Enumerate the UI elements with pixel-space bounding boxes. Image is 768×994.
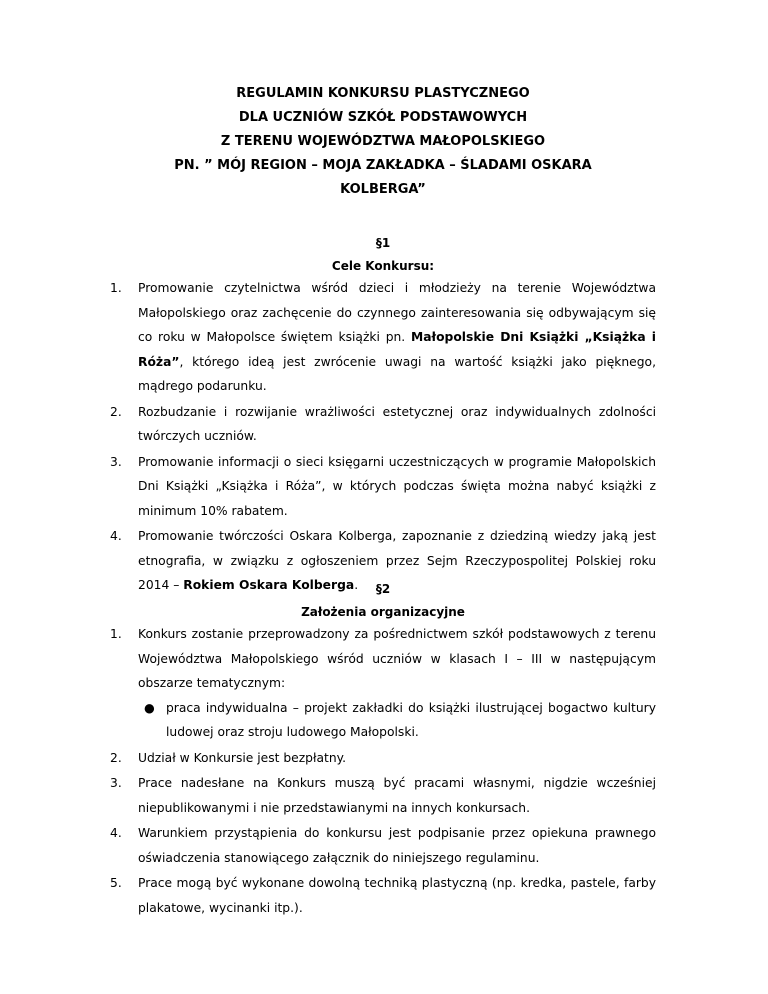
- list-item: [110, 771, 656, 820]
- list-item: [110, 746, 656, 771]
- title-line-1: REGULAMIN KONKURSU PLASTYCZNEGO: [236, 86, 530, 101]
- bullet-item: [110, 696, 656, 745]
- list-item: [110, 821, 656, 870]
- list-item: [110, 400, 656, 449]
- item-text: Promowanie informacji o sieci księgarni uczestniczących w programie Małopolskich Dni Książki „Książka i Róża”, w których podczas święta można nabyć książki z minimum 10% rabatem.: [138, 454, 656, 518]
- title-line-3: Z TERENU WOJEWÓDZTWA MAŁOPOLSKIEGO: [220, 134, 546, 149]
- item-text: Prace mogą być wykonane dowolną techniką plastyczną (np. kredka, pastele, farby plakatowe, wycinanki itp.).: [138, 876, 656, 915]
- title-line-2: DLA UCZNIÓW SZKÓŁ PODSTAWOWYCH: [238, 110, 528, 125]
- item-number: 2.: [110, 750, 122, 765]
- list-item: [110, 276, 656, 399]
- item-bold-text: Małopolskie Dni Książki „Książka i Róża”: [138, 330, 656, 369]
- bullet-text: praca indywidualna – projekt zakładki do książki ilustrującej bogactwo kultury ludowej oraz stroju ludowego Małopolski.: [166, 700, 656, 739]
- list-item: [110, 871, 656, 920]
- item-text: Promowanie twórczości Oskara Kolberga, zapoznanie z dziedziną wiedzy jaką jest etnografia, w związku z ogłoszeniem przez Sejm Rzeczypospolitej Polskiej roku 2014 –: [138, 529, 656, 592]
- item-number: 1.: [110, 281, 122, 295]
- item-text: Promowanie czytelnictwa wśród dzieci i młodzieży na terenie Województwa Małopolskiego oraz zachęcenie do czynnego zainteresowania się odbywającym się co roku w Małopolsce świętem książki pn.: [138, 281, 656, 344]
- section-2-heading: Założenia organizacyjne: [301, 605, 465, 619]
- section-2-list: [110, 622, 656, 920]
- item-text: Konkurs zostanie przeprowadzony za pośrednictwem szkół podstawowych z terenu Województwa Małopolskiego wśród uczniów w klasach I – III w następującym obszarze tematycznym:: [138, 627, 656, 690]
- item-number: 2.: [110, 404, 122, 419]
- item-number: 3.: [110, 454, 122, 469]
- item-text: Prace nadesłane na Konkurs muszą być pracami własnymi, nigdzie wcześniej niepublikowanymi i nie przedstawianymi na innych konkursach.: [138, 776, 656, 815]
- item-number: 5.: [110, 876, 122, 890]
- section-1-heading: Cele Konkursu:: [331, 259, 435, 273]
- item-number: 4.: [110, 826, 122, 840]
- item-number: 1.: [110, 627, 122, 641]
- section-2-number: §2: [375, 582, 391, 596]
- bullet-icon: ●: [144, 700, 155, 715]
- item-bold-text: Rokiem Oskara Kolberga: [183, 578, 355, 592]
- section-1-list: [110, 276, 656, 598]
- list-item: [110, 450, 656, 524]
- title-line-5: KOLBERGA”: [340, 182, 426, 197]
- section-1-number: §1: [375, 236, 391, 250]
- list-item: [110, 622, 656, 696]
- document-title: [100, 82, 666, 202]
- item-text: Udział w Konkursie jest bezpłatny.: [138, 750, 347, 765]
- item-text-tail: .: [354, 578, 359, 592]
- item-text: Rozbudzanie i rozwijanie wrażliwości estetycznej oraz indywidualnych zdolności twórczych uczniów.: [138, 404, 656, 443]
- item-text-tail: , którego ideą jest zwrócenie uwagi na wartość książki jako pięknego, mądrego podarunku.: [138, 354, 656, 393]
- item-text: Warunkiem przystąpienia do konkursu jest podpisanie przez opiekuna prawnego oświadczenia stanowiącego załącznik do niniejszego regulaminu.: [138, 826, 656, 865]
- title-line-4: PN. ” MÓJ REGION – MOJA ZAKŁADKA – ŚLADAMI OSKARA: [174, 158, 592, 173]
- item-number: 4.: [110, 529, 122, 543]
- item-number: 3.: [110, 776, 122, 790]
